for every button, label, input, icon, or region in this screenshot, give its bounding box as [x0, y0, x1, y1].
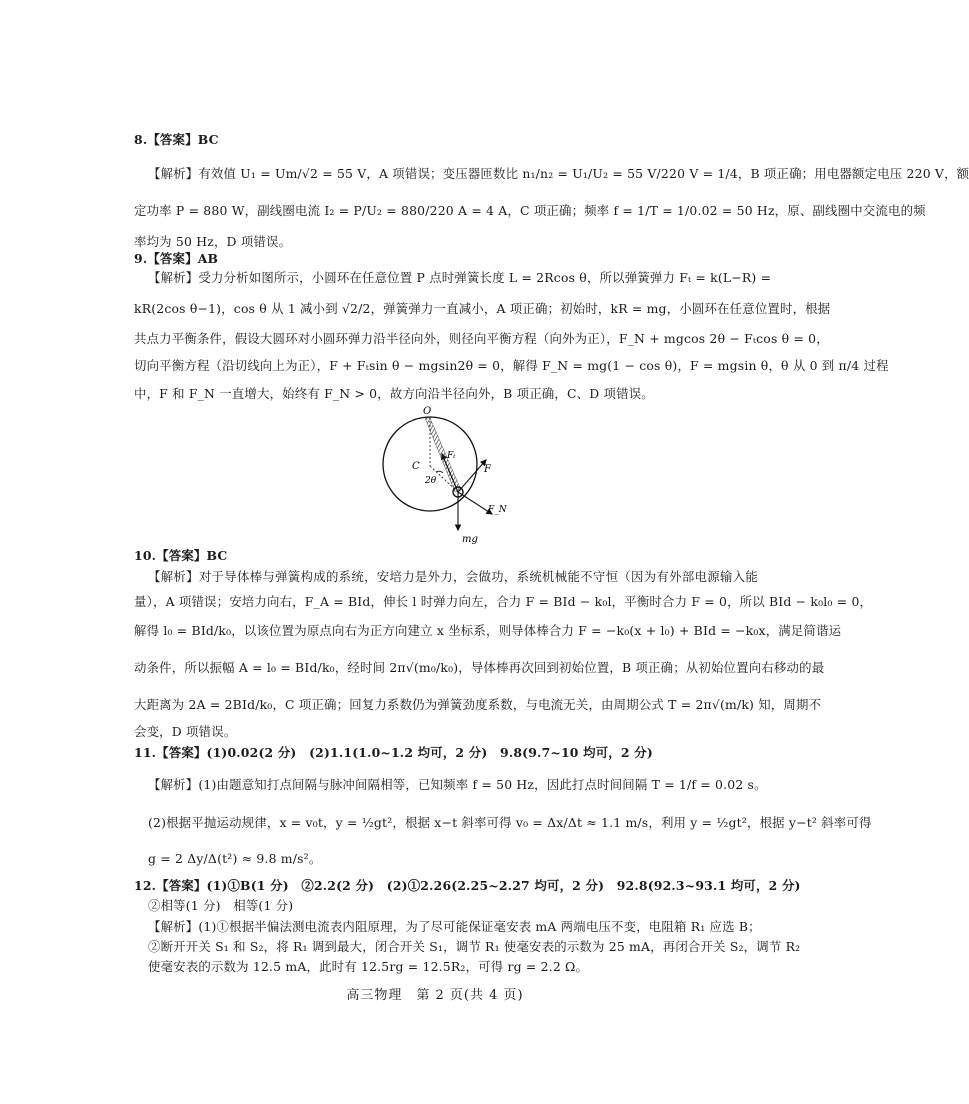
q8-analysis-line-3: 率均为 50 Hz，D 项错误。: [134, 234, 292, 249]
q10-analysis-line-6: 会变，D 项错误。: [134, 724, 237, 739]
q11-analysis-line-3: g = 2 Δy/Δ(t²) ≈ 9.8 m/s²。: [148, 851, 322, 866]
q10-analysis-line-4: 动条件，所以振幅 A = l₀ = BId/k₀，经时间 2π√(m₀/k₀)，导体棒再次回到初始位置，B 项正确；从初始位置向右移动的最: [134, 660, 825, 675]
q8-answer: 8.【答案】BC: [134, 132, 219, 147]
force-diagram: [370, 402, 510, 548]
q9-analysis-line-5: 中，F 和 F_N 一直增大，始终有 F_N > 0，故方向沿半径向外，B 项正确，C、D 项错误。: [134, 386, 654, 401]
q9-analysis-line-4: 切向平衡方程（沿切线向上为正），F + Fₜsin θ − mgsin2θ = 0，解得 F_N = mg(1 − cos θ)，F = mgsin θ，θ 从 0 到 π/4 过程: [134, 358, 889, 373]
q10-analysis-line-1: 【解析】对于导体棒与弹簧构成的系统，安培力是外力，会做功，系统机械能不守恒（因为有外部电源输入能: [148, 569, 758, 584]
q10-analysis-line-5: 大距离为 2A = 2BId/k₀，C 项正确；回复力系数仍为弹簧劲度系数，与电流无关，由周期公式 T = 2π√(m/k) 知，周期不: [134, 697, 822, 712]
q10-answer: 10.【答案】BC: [134, 548, 228, 563]
q11-answer: 11.【答案】(1)0.02(2 分) (2)1.1(1.0~1.2 均可，2 分) 9.8(9.7~10 均可，2 分): [134, 745, 653, 760]
q12-answer: 12.【答案】(1)①B(1 分) ②2.2(2 分) (2)①2.26(2.25~2.27 均可，2 分) 92.8(92.3~93.1 均可，2 分): [134, 878, 801, 893]
q11-analysis-line-1: 【解析】(1)由题意知打点间隔与脉冲间隔相等，已知频率 f = 50 Hz，因此打点时间间隔 T = 1/f = 0.02 s。: [148, 777, 767, 792]
q12-analysis-line-2: ②断开开关 S₁ 和 S₂，将 R₁ 调到最大，闭合开关 S₁，调节 R₁ 使毫安表的示数为 25 mA，再闭合开关 S₂，调节 R₂: [148, 939, 801, 954]
label-c: C: [412, 461, 420, 472]
q9-analysis-line-1: 【解析】受力分析如图所示，小圆环在任意位置 P 点时弹簧长度 L = 2Rcos θ，所以弹簧弹力 Fₜ = k(L−R) =: [148, 270, 772, 285]
label-ft: Fₜ: [447, 451, 456, 461]
page-footer: 高三物理 第 2 页(共 4 页): [346, 988, 524, 1003]
label-f: F: [484, 464, 491, 475]
q9-answer: 9.【答案】AB: [134, 251, 219, 266]
force-f-arrow: [458, 460, 486, 492]
q12-analysis-line-1: 【解析】(1)①根据半偏法测电流表内阻原理，为了尽可能保证毫安表 mA 两端电压不变，电阻箱 R₁ 应选 B；: [148, 919, 761, 934]
q10-analysis-line-3: 解得 l₀ = BId/k₀，以该位置为原点向右为正方向建立 x 坐标系，则导体棒合力 F = −k₀(x + l₀) + BId = −k₀x，满足简谐运: [134, 623, 842, 638]
label-o: O: [423, 406, 432, 417]
q10-analysis-line-2: 量），A 项错误；安培力向右，F_A = BId，伸长 l 时弹力向左，合力 F = BId − k₀l，平衡时合力 F = 0，所以 BId − k₀l₀ = 0，: [134, 594, 873, 609]
q11-analysis-line-2: (2)根据平抛运动规律，x = v₀t，y = ½gt²，根据 x−t 斜率可得 v₀ = Δx/Δt ≈ 1.1 m/s，利用 y = ½gt²，根据 y−t² 斜率可得: [148, 815, 872, 830]
q8-analysis-line-2: 定功率 P = 880 W，副线圈电流 I₂ = P/U₂ = 880/220 A = 4 A，C 项正确；频率 f = 1/T = 1/0.02 = 50 Hz，原、副线圈中交流电的频: [134, 203, 926, 218]
label-fn: F_N: [488, 505, 507, 515]
large-ring: [383, 417, 477, 511]
q8-analysis-line-1: 【解析】有效值 U₁ = Um/√2 = 55 V，A 项错误；变压器匝数比 n₁/n₂ = U₁/U₂ = 55 V/220 V = 1/4，B 项正确；用电器额定电压 220 V，额: [148, 166, 969, 181]
q9-analysis-line-3: 共点力平衡条件，假设大圆环对小圆环弹力沿半径向外，则径向平衡方程（向外为正），F_N + mgcos 2θ − Fₜcos θ = 0，: [134, 331, 829, 346]
q9-analysis-line-2: kR(2cos θ−1)，cos θ 从 1 减小到 √2/2，弹簧弹力一直减小，A 项正确；初始时，kR = mg，小圆环在任意位置时，根据: [134, 301, 831, 316]
q12-analysis-line-3: 使毫安表的示数为 12.5 mA，此时有 12.5rg = 12.5R₂，可得 rg = 2.2 Ω。: [148, 959, 589, 974]
q12-answer-line-2: ②相等(1 分) 相等(1 分): [148, 898, 294, 913]
label-angle: 2θ: [425, 476, 437, 486]
force-fn-arrow: [458, 492, 492, 514]
label-mg: mg: [462, 534, 478, 545]
